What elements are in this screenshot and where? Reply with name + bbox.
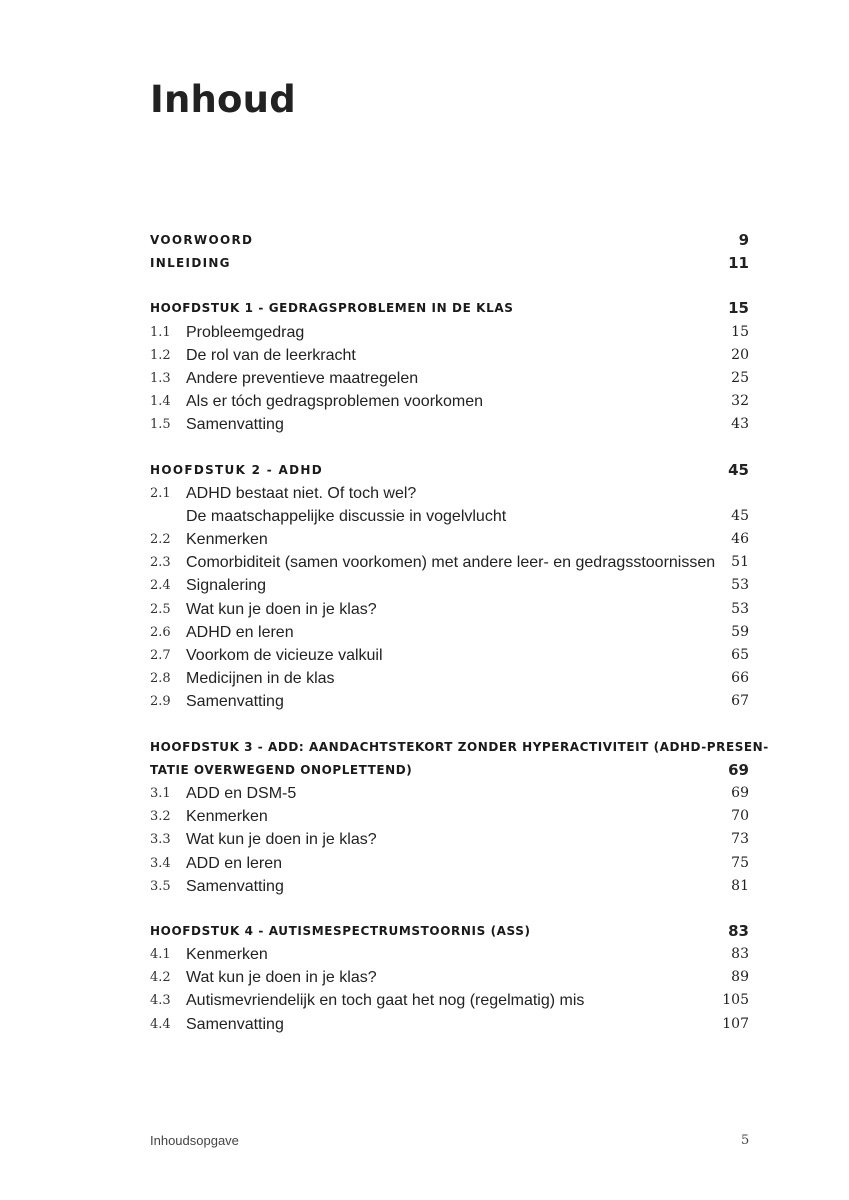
page-title: Inhoud [150, 78, 296, 121]
toc-item-number: 2.1 [150, 485, 171, 501]
toc-item-label: Comorbiditeit (samen voorkomen) met andere leer- en gedragsstoornissen [186, 554, 716, 572]
toc-item-number: 1.5 [150, 417, 171, 433]
page-number: 5 [741, 1133, 750, 1148]
toc-item[interactable] [150, 551, 749, 574]
toc-item-label: Samenvatting [186, 1015, 284, 1033]
toc-page-number: 20 [731, 346, 749, 363]
toc-item-label: ADHD bestaat niet. Of toch wel? [186, 484, 417, 502]
toc-entry-voorwoord[interactable] [150, 229, 749, 252]
toc-item-label: Samenvatting [186, 877, 284, 895]
toc-item[interactable] [150, 321, 749, 344]
toc-item[interactable] [150, 344, 749, 367]
toc-item[interactable] [150, 621, 749, 644]
toc-page-number: 45 [728, 460, 749, 479]
toc-page-number: 9 [738, 231, 749, 249]
toc-page-number: 43 [731, 416, 749, 433]
toc-item-number: 4.3 [150, 993, 171, 1009]
toc-heading-label: HOOFDSTUK 1 - GEDRAGSPROBLEMEN IN DE KLAS [150, 301, 514, 316]
toc-item[interactable] [150, 828, 749, 851]
toc-item-label: Kenmerken [186, 946, 268, 964]
toc-item-label: Autismevriendelijk en toch gaat het nog (regelmatig) mis [186, 992, 585, 1010]
toc-page-number: 107 [722, 1015, 749, 1032]
toc-item[interactable] [150, 875, 749, 898]
toc-item-label: Kenmerken [186, 808, 268, 826]
toc-chapter-3-line-2[interactable] [150, 759, 749, 782]
toc-heading-label: VOORWOORD [150, 233, 254, 247]
toc-item[interactable] [150, 644, 749, 667]
toc-page-number: 51 [731, 554, 749, 571]
toc-item-label: ADHD en leren [186, 623, 294, 641]
toc-heading-label: INLEIDING [150, 256, 231, 271]
running-footer-title: Inhoudsopgave [150, 1133, 239, 1148]
toc-item[interactable] [150, 966, 749, 989]
toc-item-number: 3.4 [150, 855, 171, 871]
toc-item-number: 2.3 [150, 555, 171, 571]
toc-item-label: Wat kun je doen in je klas? [186, 831, 377, 849]
toc-item-label: Andere preventieve maatregelen [186, 369, 419, 387]
toc-item-number: 2.2 [150, 532, 171, 548]
toc-item[interactable] [150, 989, 749, 1012]
toc-item[interactable] [150, 1013, 749, 1036]
toc-page-number: 81 [731, 877, 749, 894]
toc-item[interactable] [150, 598, 749, 621]
toc-item[interactable] [150, 667, 749, 690]
toc-page-number: 89 [731, 969, 749, 986]
toc-item-number: 1.3 [150, 370, 171, 386]
toc-page-number: 83 [731, 946, 749, 963]
toc-page-number: 53 [731, 600, 749, 617]
toc-item-label: De maatschappelijke discussie in vogelvlucht [186, 507, 507, 525]
toc-item-number: 2.6 [150, 624, 171, 640]
toc-item-number: 3.3 [150, 832, 171, 848]
toc-page-number: 15 [731, 323, 749, 340]
toc-page-number: 66 [731, 670, 749, 687]
toc-item-number: 3.5 [150, 878, 171, 894]
toc-item-label: Wat kun je doen in je klas? [186, 969, 377, 987]
toc-heading-label: HOOFDSTUK 3 - ADD: AANDACHTSTEKORT ZONDER HYPERACTIVITEIT (ADHD-PRESEN- [150, 739, 769, 754]
toc-page-number: 32 [731, 393, 749, 410]
toc-page-number: 15 [728, 299, 749, 318]
toc-chapter-3-line-1[interactable] [150, 736, 769, 759]
toc-item[interactable] [150, 413, 749, 436]
toc-page-number: 105 [722, 992, 749, 1009]
toc-item-number: 1.4 [150, 394, 171, 410]
toc-item[interactable] [150, 943, 749, 966]
toc-item-label: Kenmerken [186, 531, 268, 549]
toc-item[interactable] [150, 528, 749, 551]
toc-item-label: ADD en DSM-5 [186, 784, 297, 802]
toc-heading-label: HOOFDSTUK 2 - ADHD [150, 462, 323, 477]
toc-item-label: Wat kun je doen in je klas? [186, 600, 377, 618]
toc-item[interactable] [150, 690, 749, 713]
toc-item-label: Voorkom de vicieuze valkuil [186, 647, 383, 664]
toc-item-label: De rol van de leerkracht [186, 346, 356, 364]
toc-item-number: 2.9 [150, 694, 171, 710]
toc-item-number: 2.7 [150, 648, 171, 663]
toc-page-number: 75 [731, 854, 749, 871]
toc-page-number: 11 [728, 254, 749, 273]
toc-page-number: 45 [731, 507, 749, 524]
toc-page-number: 83 [728, 921, 749, 940]
toc-chapter-2[interactable] [150, 459, 749, 482]
toc-item-label: ADD en leren [186, 854, 283, 872]
toc-page-number: 46 [731, 531, 749, 548]
toc-item[interactable] [150, 505, 749, 528]
toc-item-label: Medicijnen in de klas [186, 670, 335, 688]
toc-item-number: 1.1 [150, 324, 171, 340]
toc-item[interactable] [150, 852, 749, 875]
toc-page-number: 59 [731, 623, 749, 640]
toc-page-number: 65 [731, 647, 749, 663]
toc-item-number: 4.4 [150, 1016, 171, 1032]
toc-item[interactable] [150, 805, 749, 828]
toc-item-number: 4.1 [150, 947, 171, 963]
toc-item-number: 2.5 [150, 601, 171, 617]
toc-page-number: 73 [731, 831, 749, 848]
toc-item-number: 1.2 [150, 347, 171, 363]
toc-item[interactable] [150, 367, 749, 390]
toc-item[interactable] [150, 574, 749, 597]
toc-heading-label: HOOFDSTUK 4 - AUTISMESPECTRUMSTOORNIS (ASS) [150, 923, 531, 938]
toc-item-label: Samenvatting [186, 693, 284, 711]
toc-page-number: 67 [731, 693, 749, 710]
toc-item-number: 2.8 [150, 671, 171, 687]
toc-chapter-4[interactable] [150, 920, 749, 943]
toc-item-number: 3.1 [150, 785, 171, 801]
toc-page-number: 69 [728, 760, 749, 779]
toc-item[interactable] [150, 390, 749, 413]
toc-item[interactable] [150, 782, 749, 805]
toc-entry-inleiding[interactable] [150, 252, 749, 275]
toc-page-number: 25 [731, 369, 749, 386]
toc-heading-label: TATIE OVERWEGEND ONOPLETTEND) [150, 762, 413, 777]
toc-item-number: 2.4 [150, 578, 171, 594]
toc-item-label: Samenvatting [186, 416, 284, 434]
toc-item[interactable] [150, 482, 749, 505]
toc-item-number: 4.2 [150, 970, 171, 986]
toc-page-number: 53 [731, 577, 749, 594]
toc-chapter-1[interactable] [150, 297, 749, 320]
toc-page-number: 70 [731, 808, 749, 825]
toc-item-label: Probleemgedrag [186, 323, 305, 341]
toc-item-label: Als er tóch gedragsproblemen voorkomen [186, 393, 484, 411]
table-of-contents [150, 229, 769, 1036]
toc-page-number: 69 [731, 784, 749, 801]
toc-item-number: 3.2 [150, 809, 171, 825]
toc-item-label: Signalering [186, 577, 267, 595]
